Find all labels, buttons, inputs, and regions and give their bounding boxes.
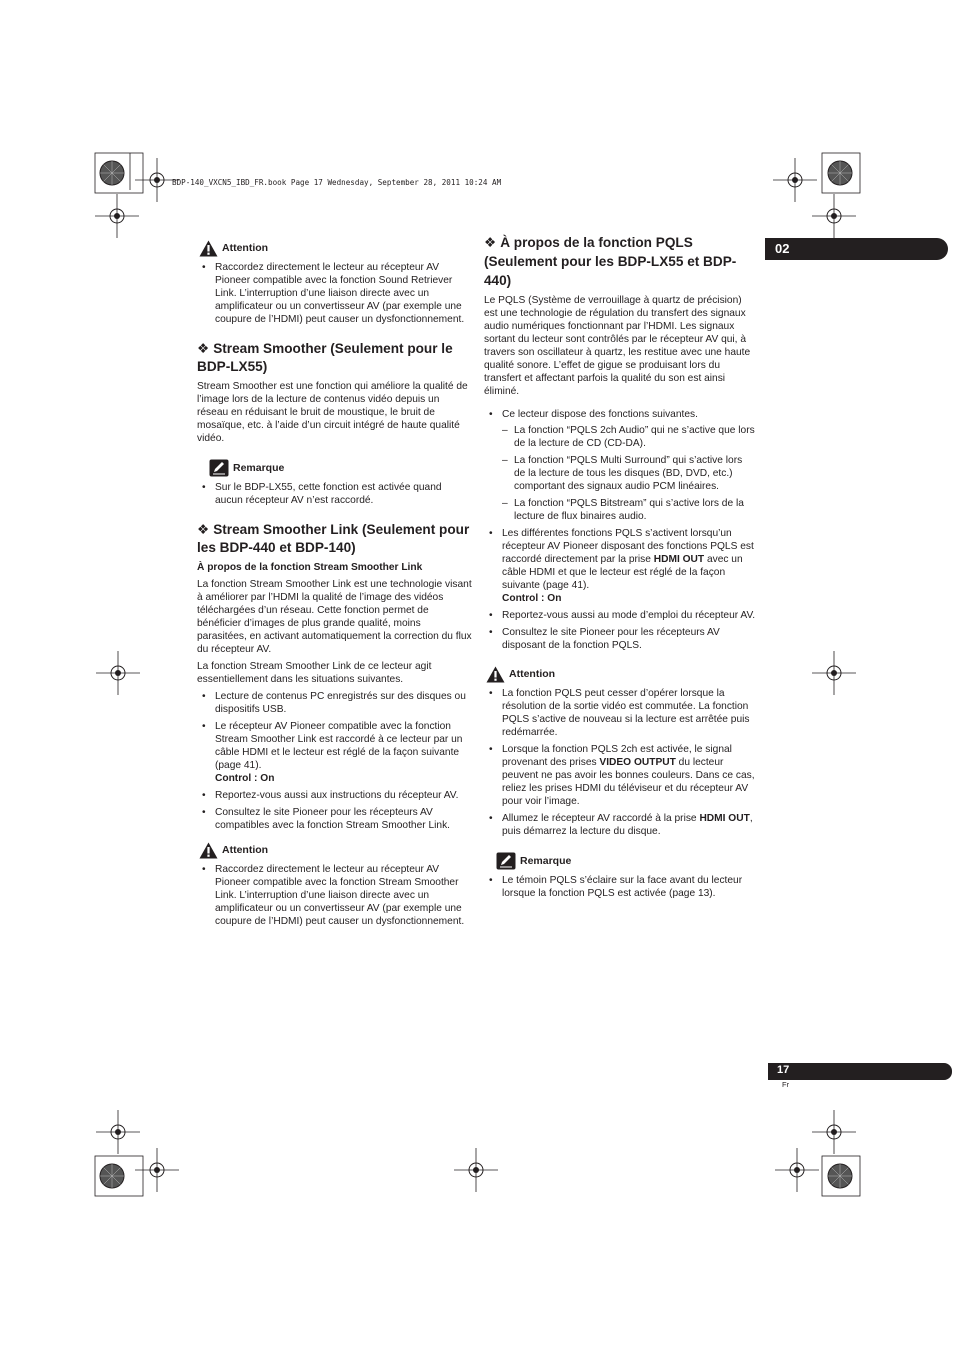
list-item — [484, 527, 756, 605]
pqls-functions-list — [484, 424, 756, 523]
section-heading — [197, 521, 472, 557]
list-item — [484, 408, 756, 523]
attention-label: Attention — [222, 844, 269, 856]
dash-item: – La fonction “PQLS Bitstream” qui s’active lors de la lecture de flux binaires audio. — [484, 497, 756, 523]
list-item: • Le témoin PQLS s’éclaire sur la face avant du lecteur lorsque la fonction PQLS est activée (page 13). — [484, 874, 756, 900]
chapter-number: 02 — [775, 241, 790, 256]
text-run: , puis démarrez la lecture du disque. — [502, 813, 753, 837]
attention-callout — [199, 842, 472, 859]
control-setting: Control : On — [215, 773, 275, 784]
note-pencil-icon — [496, 852, 516, 870]
remarque-list — [484, 874, 756, 900]
remarque-callout — [496, 852, 756, 870]
situation-list — [197, 690, 472, 832]
list-item: • Raccordez directement le lecteur au récepteur AV Pioneer compatible avec la fonction Sound Retriever Link. L’interruption d’une liaison directe avec un amplificateur ou un convertisseur AV (par exemple une coupure de l’HDMI) peut causer un dysfonctionnement. — [197, 261, 472, 326]
attention-label: Attention — [509, 668, 556, 680]
subheading: À propos de la fonction Stream Smoother Link — [197, 562, 423, 573]
paragraph: La fonction Stream Smoother Link est une technologie visant à améliorer par l’HDMI la qualité de l’image des vidéos téléchargées d’un réseau. Cette fonction permet de bénéficier d’images de plus grande qualité, moins parasitées, en activant automatiquement la correction du flux du récepteur AV. — [197, 579, 472, 655]
diamond-icon: ❖ — [197, 522, 210, 537]
attention-callout — [199, 240, 472, 257]
text-run: avec un câble HDMI et que le lecteur est réglé de la façon suivante (page 41). — [502, 554, 743, 591]
list-item — [484, 743, 756, 808]
text-run: Les différentes fonctions PQLS s’activent lorsqu’un récepteur AV Pioneer disposant des fonctions PQLS est raccordé directement par la prise — [502, 528, 754, 565]
section-heading — [484, 233, 756, 290]
section-heading — [197, 340, 472, 376]
pqls-list — [484, 408, 756, 652]
section-title: Stream Smoother (Seulement pour le BDP-LX55) — [197, 341, 453, 374]
list-item — [197, 720, 472, 785]
print-header: BDP-140_VXCN5_IBD_FR.book Page 17 Wednesday, September 28, 2011 10:24 AM — [172, 178, 502, 187]
hdmi-out-label: HDMI OUT — [653, 554, 705, 565]
paragraph: La fonction Stream Smoother Link de ce lecteur agit essentiellement dans les situations suivantes. — [197, 661, 432, 685]
page-number-tab — [768, 1063, 952, 1080]
list-item: • Consultez le site Pioneer pour les récepteurs AV compatibles avec la fonction Stream Smoother Link. — [197, 806, 472, 832]
section-title: Stream Smoother Link (Seulement pour les BDP-440 et BDP-140) — [197, 522, 470, 555]
list-item-text: Ce lecteur dispose des fonctions suivantes. — [502, 409, 698, 420]
warning-icon — [486, 666, 505, 683]
control-setting: Control : On — [502, 593, 562, 604]
attention-list — [484, 687, 756, 838]
text-run: du lecteur peuvent ne pas avoir les bonnes couleurs. Dans ce cas, reliez les prises HDMI du téléviseur et du récepteur AV pour voir l’image. — [502, 757, 755, 807]
remarque-label: Remarque — [520, 854, 572, 867]
note-pencil-icon — [209, 459, 229, 477]
list-item — [484, 812, 756, 838]
remarque-label: Remarque — [233, 461, 285, 474]
right-column — [484, 233, 756, 904]
list-item: • Raccordez directement le lecteur au récepteur AV Pioneer compatible avec la fonction Stream Smoother Link. L’interruption d’une liaison directe avec un amplificateur ou un convertisseur AV (par exemple une coupure de l’HDMI) peut causer un dysfonctionnement. — [197, 863, 472, 928]
list-item: • Reportez-vous aussi aux instructions du récepteur AV. — [197, 789, 472, 802]
text-run: Lorsque la fonction PQLS 2ch est activée, le signal provenant des prises — [502, 744, 732, 768]
list-item: • Consultez le site Pioneer pour les récepteurs AV disposant de la fonction PQLS. — [484, 626, 756, 652]
attention-callout — [486, 666, 756, 683]
list-item-text: Le récepteur AV Pioneer compatible avec la fonction Stream Smoother Link est raccordé à ce lecteur par un câble HDMI et le lecteur est réglé de la façon suivante (page 41). — [215, 721, 463, 771]
attention-list — [197, 863, 472, 928]
warning-icon — [199, 240, 218, 257]
list-item: • Sur le BDP-LX55, cette fonction est activée quand aucun récepteur AV n’est raccordé. — [197, 481, 472, 507]
page-number: 17 — [777, 1064, 790, 1076]
video-output-label: VIDEO OUTPUT — [599, 757, 676, 768]
list-item: • La fonction PQLS peut cesser d’opérer lorsque la résolution de la sortie vidéo est commutée. La fonction PQLS s’active de nouveau si la lecture est arrêtée puis redémarrée. — [484, 687, 756, 739]
attention-label: Attention — [222, 242, 269, 254]
attention-list — [197, 261, 472, 326]
remarque-list — [197, 481, 472, 507]
warning-icon — [199, 842, 218, 859]
list-item: • Lecture de contenus PC enregistrés sur des disques ou dispositifs USB. — [197, 690, 472, 716]
section-title: À propos de la fonction PQLS (Seulement pour les BDP-LX55 et BDP-440) — [484, 235, 737, 288]
paragraph: Le PQLS (Système de verrouillage à quartz de précision) est une technologie de régulation du transfert des signaux audio numériques fonctionnant par l’HDMI. Les signaux sortant du lecteur sont contrôlés par le récepteur AV qui, à travers son oscillateur à quartz, les restitue avec une haute qualité sonore. L’effet de gigue se produisant lors du transfert et affectant parfois la qualité du son est ainsi éliminé. — [484, 295, 751, 397]
remarque-callout — [209, 459, 472, 477]
language-label: Fr — [782, 1080, 790, 1089]
diamond-icon: ❖ — [484, 235, 497, 250]
list-item: • Reportez-vous aussi au mode d’emploi du récepteur AV. — [484, 609, 756, 622]
hdmi-out-label: HDMI OUT — [699, 813, 750, 824]
dash-item: – La fonction “PQLS Multi Surround” qui s’active lors de la lecture de tous les disques (BD, DVD, etc.) comportant des signaux audio PCM linéaires. — [484, 454, 756, 493]
text-run: Allumez le récepteur AV raccordé à la prise — [502, 813, 700, 824]
diamond-icon: ❖ — [197, 341, 210, 356]
dash-item: – La fonction “PQLS 2ch Audio” qui ne s’active que lors de la lecture de CD (CD-DA). — [484, 424, 756, 450]
chapter-tab — [765, 238, 948, 260]
left-column — [197, 240, 472, 932]
paragraph: Stream Smoother est une fonction qui améliore la qualité de l’image lors de la lecture de contenus vidéo depuis un réseau en réduisant le bruit de moustique, le bruit de mosaïque, etc. à l’aide d’un circuit intégré de haute qualité vidéo. — [197, 381, 468, 444]
